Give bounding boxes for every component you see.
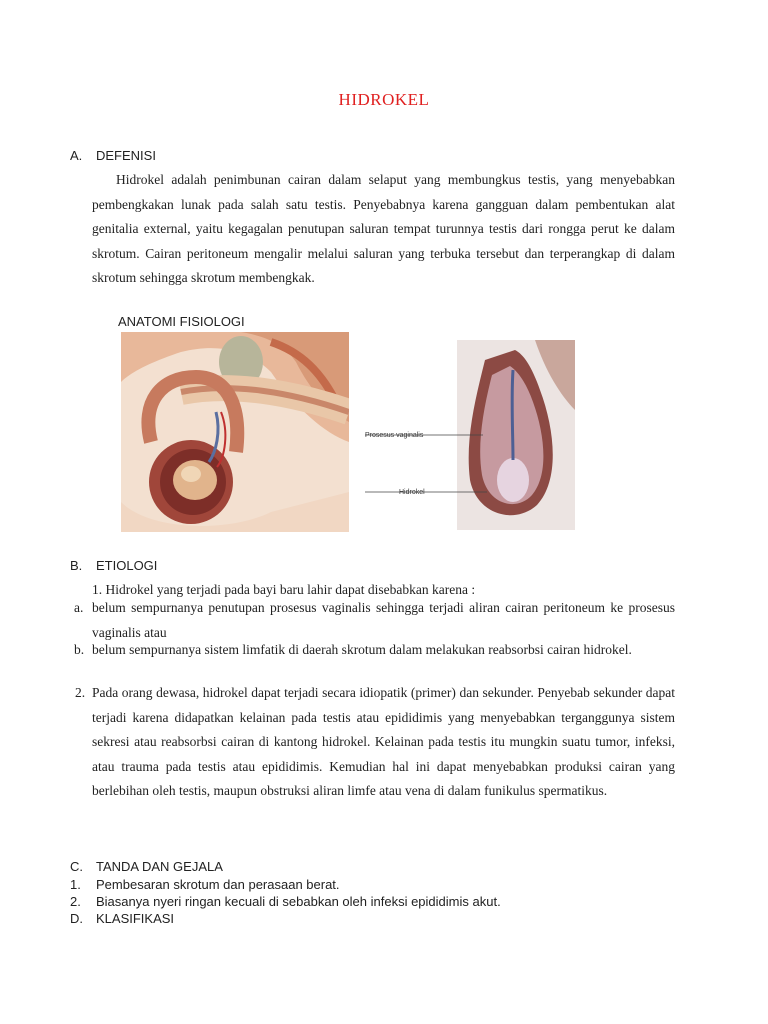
symptom-1-text: Pembesaran skrotum dan perasaan berat. <box>96 877 340 892</box>
section-c-heading <box>70 859 223 874</box>
etiology-item-1: 1. Hidrokel yang terjadi pada bayi baru lahir dapat disebabkan karena : <box>92 582 476 597</box>
etiology-item-2-marker: 2. <box>75 685 86 700</box>
symptom-1-marker: 1. <box>70 877 81 892</box>
section-c-marker: C. <box>70 859 83 874</box>
etiology-sub-a-marker: a. <box>74 600 84 615</box>
label-prosesus-vaginalis: Prosesus vaginalis <box>365 432 424 439</box>
symptom-item <box>70 894 501 909</box>
symptom-2-marker: 2. <box>70 894 81 909</box>
etiology-sub-b-marker: b. <box>74 642 85 657</box>
section-b-marker: B. <box>70 558 83 573</box>
section-b-heading <box>70 558 157 573</box>
etiology-sub-b: belum sempurnanya sistem limfatik di daerah skrotum dalam melakukan reabsorbsi cairan hidrokel. <box>92 642 632 657</box>
section-b-title: ETIOLOGI <box>96 558 158 573</box>
section-d-marker: D. <box>70 911 83 926</box>
symptom-2-text: Biasanya nyeri ringan kecuali di sebabkan oleh infeksi epididimis akut. <box>96 894 501 909</box>
definition-text: Hidrokel adalah penimbunan cairan dalam selaput yang membungkus testis, yang menyebabkan pembengkakan lunak pada salah satu testis. Penyebabnya karena gangguan dalam pembentukan alat genitalia external, yaitu kegagalan penutupan saluran tempat turunnya testis dari rongga perut ke dalam skrotum. Cairan peritoneum mengalir melalui saluran yang terbuka tersebut dan terperangkap di dalam skrotum sehingga skrotum membengkak. <box>92 172 675 285</box>
section-a-heading <box>70 148 156 163</box>
section-d-title: KLASIFIKASI <box>96 911 175 926</box>
section-c-title: TANDA DAN GEJALA <box>96 859 223 874</box>
etiology-item-2: Pada orang dewasa, hidrokel dapat terjadi secara idiopatik (primer) dan sekunder. Penyebab sekunder dapat terjadi karena didapatkan kelainan pada testis atau epididimis yang menyebabkan terganggunya sistem sekresi atau reabsorbsi cairan di kantong hidrokel. Kelainan pada testis itu mungkin suatu tumor, infeksi, atau trauma pada testis atau epididimis. Kemudian hal ini dapat menyebabkan produksi cairan yang berlebihan oleh testis, maupun obstruksi aliran limfe atau vena di dalam funikulus spermatikus. <box>92 685 675 798</box>
etiology-sub-a: belum sempurnanya penutupan prosesus vaginalis sehingga terjadi aliran cairan peritoneum ke prosesus vaginalis atau <box>92 600 675 640</box>
section-a-title: DEFENISI <box>96 148 156 163</box>
anatomy-subheading: ANATOMI FISIOLOGI <box>118 314 245 329</box>
section-d-heading <box>70 911 174 926</box>
anatomy-illustration <box>121 332 349 532</box>
label-hidrokel: Hidrokel <box>399 489 425 496</box>
definition-paragraph <box>92 168 675 291</box>
section-a-marker: A. <box>70 148 83 163</box>
symptom-item <box>70 877 340 892</box>
hydrocele-diagram <box>365 340 575 530</box>
document-title: HIDROKEL <box>338 90 430 109</box>
